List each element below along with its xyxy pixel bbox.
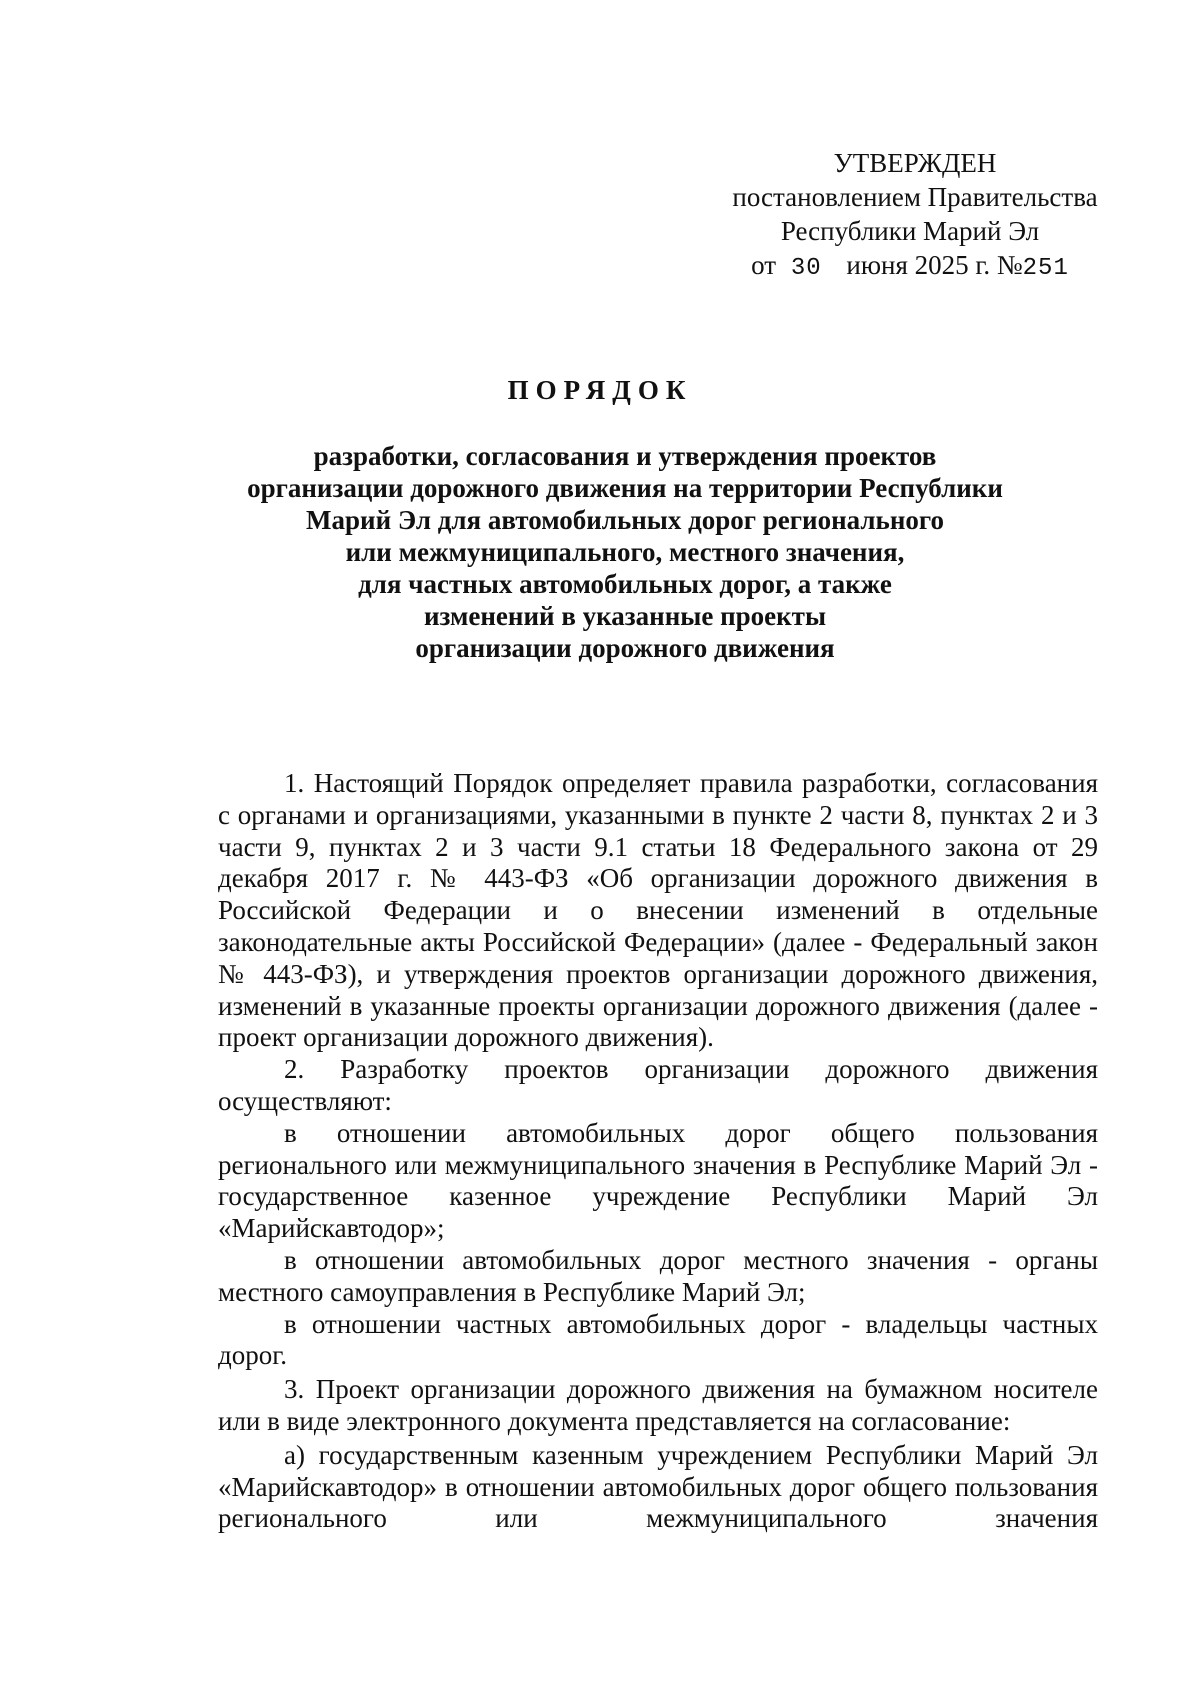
subtitle-line: организации дорожного движения (415, 633, 835, 663)
document-body (218, 768, 1098, 1535)
paragraph-2-item-local: в отношении автомобильных дорог местного значения - органы местного самоуправления в Республике Марий Эл; (218, 1244, 1098, 1307)
paragraph-1: 1. Настоящий Порядок определяет правила разработки, согласования с органами и организациями, указанными в пункте 2 части 8, пунктах 2 и 3 части 9, пунктах 2 и 3 части 9.1 статьи 18 Федерального закона от 29 декабря 2017 г. № 443-ФЗ «Об организации дорожного движения в Российской Федерации и о внесении изменений в отдельные законодательные акты Российской Федерации» (далее - Федеральный закон № 443-ФЗ), и утверждения проектов организации дорожного движения, изменений в указанные проекты организации дорожного движения (далее - проект организации дорожного движения). (218, 768, 1098, 1053)
subtitle-line: организации дорожного движения на территории Республики (247, 473, 1003, 503)
approval-doc-number: 251 (1022, 255, 1069, 282)
subtitle-line: разработки, согласования и утверждения проектов (313, 441, 937, 471)
document-title: ПОРЯДОК (507, 375, 693, 405)
subtitle-line: Марий Эл для автомобильных дорог регионального (306, 505, 944, 535)
approval-date-line (720, 248, 1100, 286)
paragraph-2-item-private: в отношении частных автомобильных дорог - владельцы частных дорог. (218, 1308, 1098, 1371)
paragraph-3-item-a: а) государственным казенным учреждением Республики Марий Эл «Марийскавтодор» в отношении автомобильных дорог общего пользования регионального или межмуниципального значения (218, 1439, 1098, 1534)
approval-date-day: 30 (790, 255, 822, 282)
approval-line-republic: Республики Марий Эл (780, 216, 1040, 246)
paragraph-2-item-regional: в отношении автомобильных дорог общего пользования регионального или межмуниципального значения в Республике Марий Эл - государственное казенное учреждение Республики Марий Эл «Марийскавтодор»; (218, 1117, 1098, 1244)
document-subtitle (200, 440, 1050, 664)
subtitle-line: для частных автомобильных дорог, а также (358, 569, 892, 599)
approval-date-prefix: от (751, 250, 777, 280)
subtitle-line: изменений в указанные проекты (423, 601, 827, 631)
subtitle-line: или межмуниципального, местного значения, (345, 537, 905, 567)
paragraph-2: 2. Разработку проектов организации дорожного движения осуществляют: (218, 1054, 1098, 1116)
approval-date-rest: июня 2025 г. № (846, 250, 1023, 280)
approval-stamp (720, 146, 1100, 286)
approval-line-approved: УТВЕРЖДЕН (833, 148, 997, 178)
approval-line-resolution: постановлением Правительства (732, 182, 1098, 212)
paragraph-3: 3. Проект организации дорожного движения на бумажном носителе или в виде электронного документа представляется на согласование: (218, 1374, 1098, 1436)
